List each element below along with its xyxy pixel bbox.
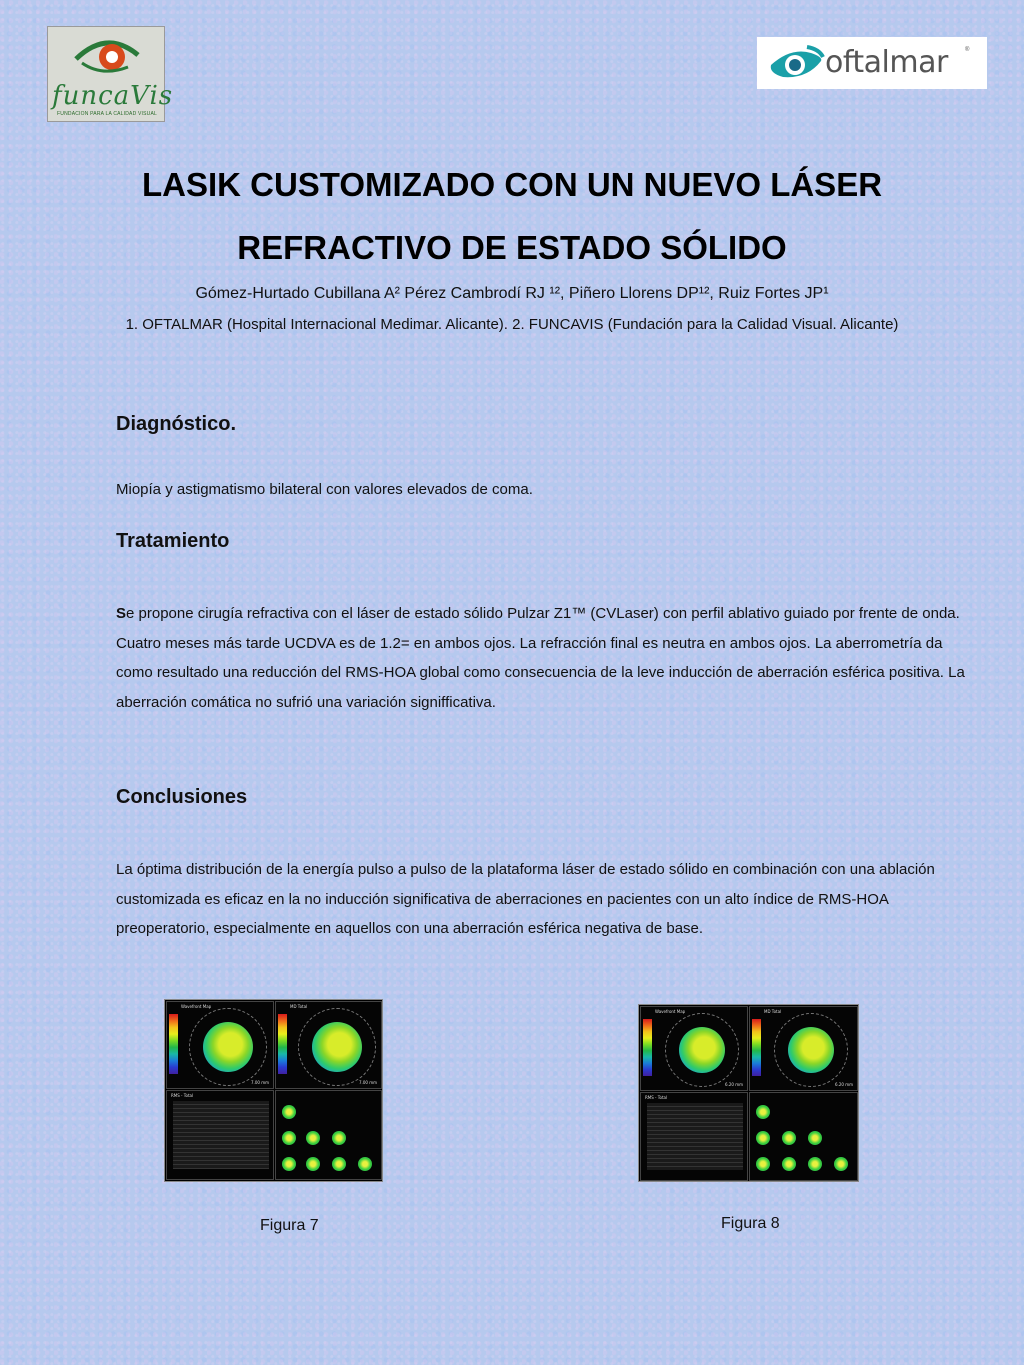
heading-tratamiento: Tratamiento [116,530,230,552]
figure-7-table-title: RMS - Total [171,1093,194,1098]
oftalmar-registered-mark: ® [965,47,970,53]
figure-7-md-map [298,1008,376,1086]
figure-7-mini-map [282,1157,296,1171]
figure-7-mini-map [282,1131,296,1145]
figure-7-mini-map [358,1157,372,1171]
figure-7-scale-b: 7.00 mm [359,1080,377,1085]
funcavis-logo [47,26,174,122]
heading-diagnostico: Diagnóstico. [116,413,237,435]
figure-7-mini-map [332,1131,346,1145]
figure-8-color-scale-b [752,1019,761,1076]
eye-logo-icon [72,33,142,79]
title-line-1: LASIK CUSTOMIZADO CON UN NUEVO LÁSER [141,166,883,203]
figure-8-mini-map [834,1157,848,1171]
figure-8-wavefront-panel [640,1006,748,1091]
figure-8-image [638,1004,859,1182]
figure-8-table-title: RMS - Total [645,1095,668,1100]
figure-7-mini-map [306,1157,320,1171]
figure-8-panel-title-b: MD Total [764,1009,782,1014]
text-tratamiento-lead: S [116,605,127,622]
figure-8-mini-map [756,1157,770,1171]
text-diagnostico: Miopía y astigmatismo bilateral con valores elevados de coma. [116,481,533,498]
heading-conclusiones: Conclusiones [116,786,248,808]
text-conclusiones: La óptima distribución de la energía pulso a pulso de la plataforma láser de estado sólido en combinación con una ablación customizada es eficaz en la no inducción significativa de aberraciones en pacientes con un alto índice de RMS-HOA preoperatorio, especialmente en aquellos con una aberración esférica negativa de base. [116,861,935,937]
figure-8-scale-b: 6.20 mm [835,1082,853,1087]
figure-7-image [164,999,383,1182]
figure-8-mini-map [808,1157,822,1171]
figure-8-panel-title-a: Wavefront Map [655,1009,686,1014]
funcavis-tagline: FUNDACION PARA LA CALIDAD VISUAL [57,111,157,117]
figure-8-color-scale [643,1019,652,1076]
figure-8-mini-map [756,1105,770,1119]
oftalmar-eye-icon [767,43,825,83]
figure-8-md-map [774,1013,848,1087]
figure-8-wavefront-map [665,1013,739,1087]
title-line-2: REFRACTIVO DE ESTADO SÓLIDO [237,229,787,266]
figure-7-wavefront-panel [166,1001,274,1089]
figure-8-mini-map [808,1131,822,1145]
figure-7-mini-map [282,1105,296,1119]
figure-8-mini-map [782,1157,796,1171]
figure-8-scale-a: 6.20 mm [725,1082,743,1087]
figure-7-panel-title-b: MD Total [290,1004,308,1009]
text-tratamiento-body: e propone cirugía refractiva con el láser de estado sólido Pulzar Z1™ (CVLaser) con perfil ablativo guiado por frente de onda. Cuatro meses más tarde UCDVA es de 1.2= en ambos ojos. La refracción final es neutra en ambos ojos. La aberrometría da como resultado una reducción del RMS-HOA global como consecuencia de la leve inducción de aberración esférica positiva. La aberración comática no sufrió una variación signifficativa. [116,605,965,711]
figure-7-mini-map [332,1157,346,1171]
figure-7-color-scale [169,1014,178,1074]
figure-7-rms-table [166,1090,274,1180]
figure-7-md-panel [275,1001,382,1089]
oftalmar-logo [757,37,987,89]
figure-7-scale-a: 7.00 mm [251,1080,269,1085]
figure-8-mini-map [782,1131,796,1145]
figure-8-rms-table [640,1092,748,1181]
text-tratamiento [116,599,966,717]
figure-7-caption: Figura 7 [260,1217,319,1234]
figure-8-mini-map [756,1131,770,1145]
figure-7-wavefront-map [189,1008,267,1086]
oftalmar-brand: oftalmar [825,45,948,80]
authors: Gómez-Hurtado Cubillana A² Pérez Cambrodí RJ ¹², Piñero Llorens DP¹², Ruiz Fortes JP¹ [195,285,829,302]
figure-7-mini-map [306,1131,320,1145]
figure-7-zernike-maps [275,1090,382,1180]
funcavis-brand: funcaVis [52,81,174,111]
figure-8-md-panel [749,1006,858,1091]
affiliations: 1. OFTALMAR (Hospital Internacional Medimar. Alicante). 2. FUNCAVIS (Fundación para la Calidad Visual. Alicante) [125,316,899,333]
figure-8-caption: Figura 8 [721,1215,780,1232]
figure-7-color-scale-b [278,1014,287,1074]
figure-7-panel-title-a: Wavefront Map [181,1004,212,1009]
figure-8-zernike-maps [749,1092,858,1181]
